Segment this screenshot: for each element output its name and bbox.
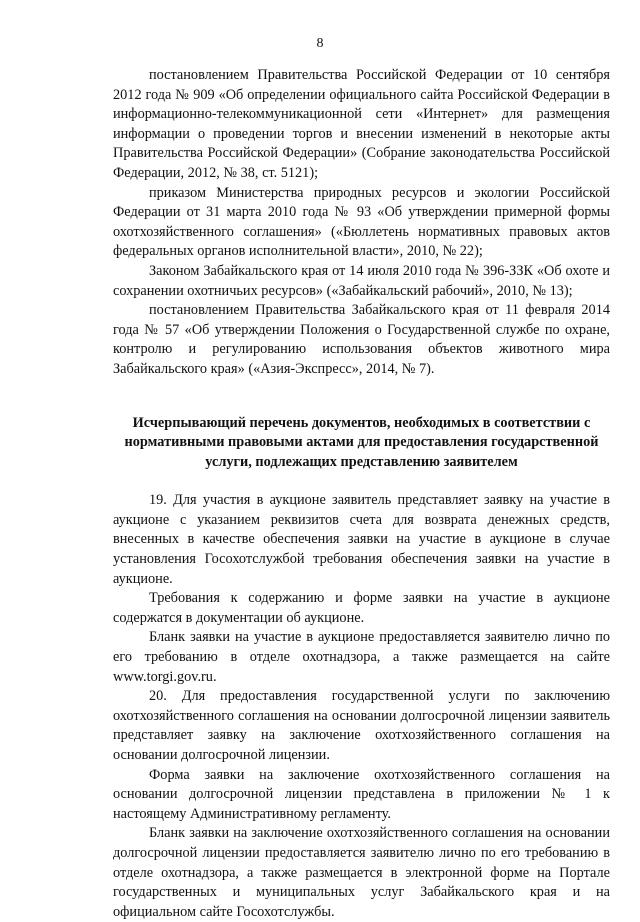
paragraph-form-blank: Бланк заявки на заключение охотхозяйственного соглашения на основании долгосрочной лицензии предоставляется заявителю лично по его требованию в отделе охотнадзора, а также размещается в электронной форме на Портале государственных и муниципальных услуг Забайкальского края и на официальном сайте Госохотслужбы.	[113, 825, 610, 920]
paragraph-order-93: приказом Министерства природных ресурсов и экологии Российской Федерации от 31 марта 2010 года № 93 «Об утверждении примерной формы охотхозяйственного соглашения» («Бюллетень нормативных правовых актов федеральных органов исполнительной власти», 2010, № 22);	[113, 184, 610, 260]
paragraph-auction-form: Бланк заявки на участие в аукционе предоставляется заявителю лично по его требованию в отделе охотнадзора, а также размещается на сайте www.torgi.gov.ru.	[113, 629, 610, 685]
paragraph-law-396: Законом Забайкальского края от 14 июля 2010 года № 396-ЗЗК «Об охоте и сохранении охотничьих ресурсов» («Забайкальский рабочий», 2010, № 13);	[113, 262, 610, 299]
paragraph-19: 19. Для участия в аукционе заявитель представляет заявку на участие в аукционе с указанием реквизитов счета для возврата денежных средств, внесенных в качестве обеспечения заявки на участие в аукционе в случае установления Госохотслужбой требования обеспечения заявки на участие в аукционе.	[113, 492, 610, 587]
section-heading: Исчерпывающий перечень документов, необходимых в соответствии с нормативными правовыми актами для предоставления государственной услуги, подлежащих представлению заявителем	[124, 414, 599, 470]
paragraph-20: 20. Для предоставления государственной услуги по заключению охотхозяйственного соглашения на основании долгосрочной лицензии заявитель представляет заявку на заключение охотхозяйственного соглашения на основании долгосрочной лицензии.	[113, 688, 610, 763]
paragraph-decree-909: постановлением Правительства Российской Федерации от 10 сентября 2012 года № 909 «Об определении официального сайта Российской Федерации в информационно-телекоммуникационной сети «Интернет» для размещения информации о проведении торгов и внесении изменений в некоторые акты Правительства Российской Федерации» (Собрание законодательства Российской Федерации, 2012, № 38, ст. 5121);	[113, 67, 610, 181]
paragraph-form-appendix: Форма заявки на заключение охотхозяйственного соглашения на основании долгосрочной лицензии представлена в приложении № 1 к настоящему Административному регламенту.	[113, 766, 610, 822]
page-number: 8	[316, 36, 324, 51]
document-body	[113, 66, 610, 922]
paragraph-requirements: Требования к содержанию и форме заявки на участие в аукционе содержатся в документации об аукционе.	[113, 590, 610, 626]
paragraph-decree-57: постановлением Правительства Забайкальского края от 11 февраля 2014 года № 57 «Об утверждении Положения о Государственной службе по охране, контролю и регулированию использования объектов животного мира Забайкальского края» («Азия-Экспресс», 2014, № 7).	[113, 302, 610, 377]
